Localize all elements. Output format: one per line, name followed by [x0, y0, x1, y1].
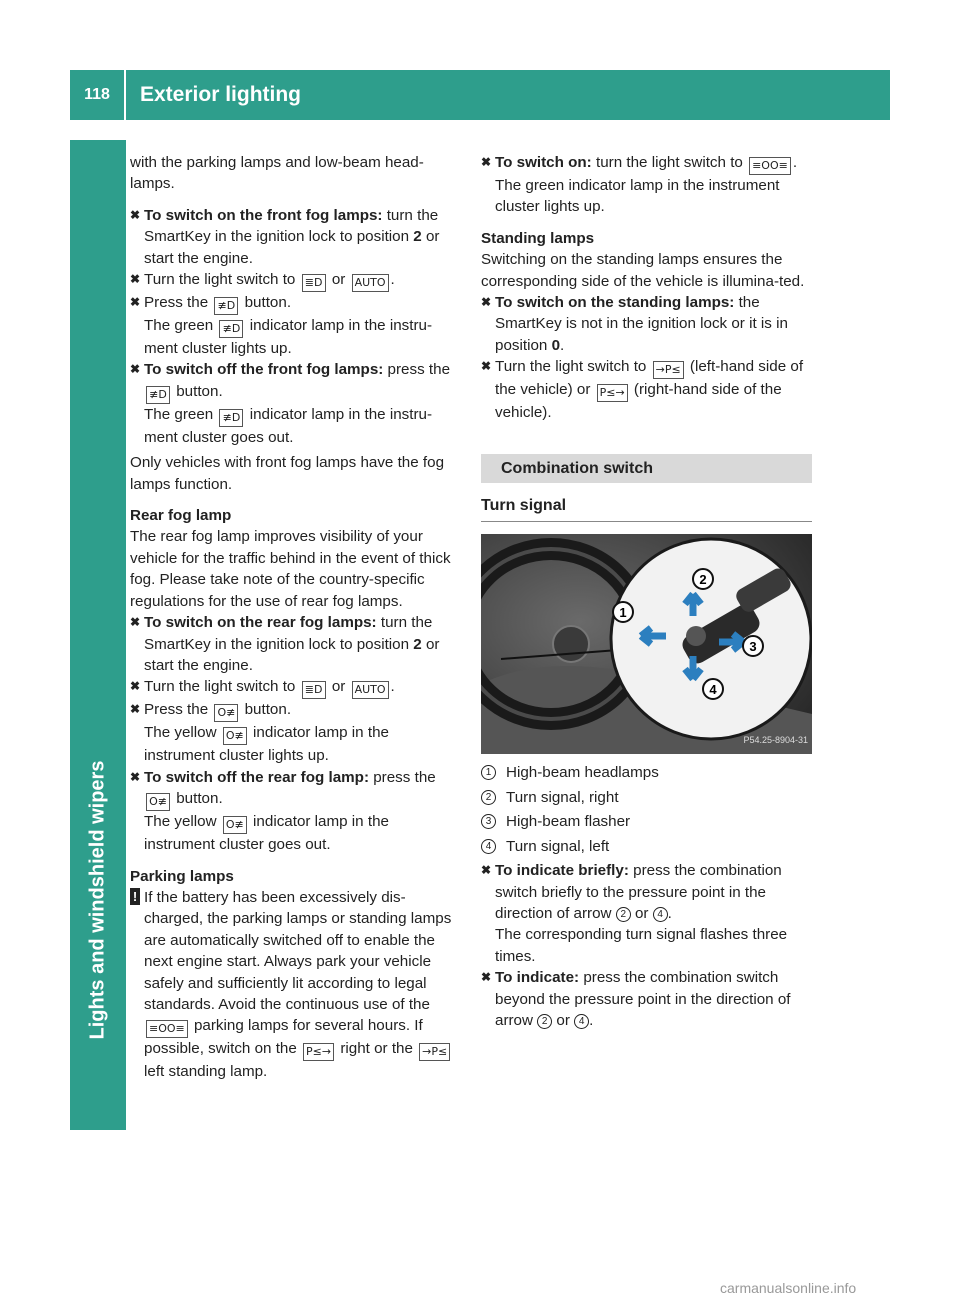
- lowbeam-icon: ≣D: [302, 681, 326, 699]
- standing-left-icon: →P≤: [653, 361, 684, 379]
- section-title: Exterior lighting: [140, 83, 302, 106]
- svg-text:3: 3: [749, 639, 757, 655]
- figure-code: P54.25-8904-31: [743, 735, 808, 746]
- svg-text:4: 4: [709, 682, 717, 698]
- turn-signal-figure: [481, 534, 812, 754]
- front-fog-icon: ≢D: [219, 409, 243, 427]
- left-column: [130, 152, 460, 1083]
- footer-watermark: carmanualsonline.info: [720, 1280, 857, 1296]
- step-light-switch-rear: ✖ Turn the light switch to ≣D or AUTO .: [130, 676, 460, 699]
- fog-note: Only vehicles with front fog lamps have the fog lamps function.: [130, 454, 445, 493]
- combination-switch-banner: Combination switch: [481, 454, 812, 483]
- intro-text: with the parking lamps and low-beam head-lamps.: [130, 154, 424, 193]
- legend-item: 2 Turn signal, right: [481, 787, 812, 808]
- svg-text:2: 2: [699, 572, 707, 588]
- front-fog-icon: ≢D: [146, 386, 170, 404]
- step-standing-on: ✖ To switch on the standing lamps: the SmartKey is not in the ignition lock or it is in position 0.: [481, 292, 812, 356]
- auto-icon: AUTO: [352, 274, 389, 292]
- standing-heading: Standing lamps: [481, 229, 595, 247]
- rear-fog-icon: O≢: [214, 704, 238, 722]
- warning-icon: !: [130, 888, 140, 905]
- legend-item: 1 High-beam headlamps: [481, 762, 812, 783]
- legend-item: 4 Turn signal, left: [481, 836, 812, 857]
- step-front-fog-off: ✖ To switch off the front fog lamps: press the ≢D button. The green ≢D indicator lamp in the instru-ment cluster goes out.: [130, 359, 460, 448]
- standing-right-icon: P≤→: [597, 384, 628, 402]
- rear-fog-icon: O≢: [223, 727, 247, 745]
- step-standing-switch: ✖ Turn the light switch to →P≤ (left-hand side of the vehicle) or P≤→ (right-hand side of the vehicle).: [481, 356, 812, 423]
- page-number: 118: [70, 70, 126, 120]
- lowbeam-icon: ≣D: [302, 274, 326, 292]
- front-fog-icon: ≢D: [219, 320, 243, 338]
- auto-icon: AUTO: [352, 681, 389, 699]
- steering-column-illustration: [481, 534, 812, 754]
- standing-left-icon: →P≤: [419, 1043, 450, 1061]
- parking-lamp-icon: ≡OO≡: [749, 157, 791, 175]
- right-column: [481, 152, 812, 1031]
- step-indicate-briefly: ✖ To indicate briefly: press the combination switch briefly to the pressure point in the direction of arrow 2 or 4 . The corresponding turn signal flashes three times.: [481, 860, 812, 967]
- standing-right-icon: P≤→: [303, 1043, 334, 1061]
- step-rear-fog-on: ✖ To switch on the rear fog lamps: turn the SmartKey in the ignition lock to position 2 or start the engine.: [130, 612, 460, 676]
- step-indicate: ✖ To indicate: press the combination switch beyond the pressure point in the direction of arrow 2 or 4 .: [481, 967, 812, 1031]
- step-press-rear-fog: ✖ Press the O≢ button. The yellow O≢ indicator lamp in the instrument cluster lights up.: [130, 699, 460, 766]
- battery-warning: ! If the battery has been excessively dis-charged, the parking lamps or standing lamps are automatically switched off to enable the next engine start. Always park your vehicle safely and sufficiently lit according to legal standards. Avoid the continuous use of the ≡OO≡ parking lamps for several hours. If possible, switch on the P≤→ right or the →P≤ left standing lamp.: [130, 887, 460, 1083]
- parking-lamp-icon: ≡OO≡: [146, 1020, 188, 1038]
- step-rear-fog-off: ✖ To switch off the rear fog lamp: press the O≢ button. The yellow O≢ indicator lamp in the instrument cluster goes out.: [130, 767, 460, 856]
- rear-fog-icon: O≢: [146, 793, 170, 811]
- parking-heading: Parking lamps: [130, 867, 234, 885]
- front-fog-icon: ≢D: [214, 297, 238, 315]
- svg-text:1: 1: [619, 605, 627, 621]
- step-front-fog-on: ✖ To switch on the front fog lamps: turn the SmartKey in the ignition lock to position 2 or start the engine.: [130, 205, 460, 269]
- step-parking-on: ✖ To switch on: turn the light switch to ≡OO≡ . The green indicator lamp in the instrument cluster lights up.: [481, 152, 812, 218]
- step-press-front-fog: ✖ Press the ≢D button. The green ≢D indicator lamp in the instru-ment cluster lights up.: [130, 292, 460, 359]
- turn-signal-heading: Turn signal: [481, 495, 812, 522]
- step-light-switch: ✖ Turn the light switch to ≣D or AUTO .: [130, 269, 460, 292]
- standing-text: Switching on the standing lamps ensures the corresponding side of the vehicle is illumina-ted.: [481, 251, 805, 290]
- rear-fog-icon: O≢: [223, 816, 247, 834]
- rear-fog-heading: Rear fog lamp: [130, 507, 232, 525]
- rear-fog-text: The rear fog lamp improves visibility of your vehicle for the traffic behind in the event of thick fog. Please take note of the country-specific regulations for the use of rear fog lamps.: [130, 528, 451, 610]
- side-tab-label: [70, 140, 126, 1130]
- legend-item: 3 High-beam flasher: [481, 811, 812, 832]
- side-tab-text: Lights and windshield wipers: [86, 760, 109, 1040]
